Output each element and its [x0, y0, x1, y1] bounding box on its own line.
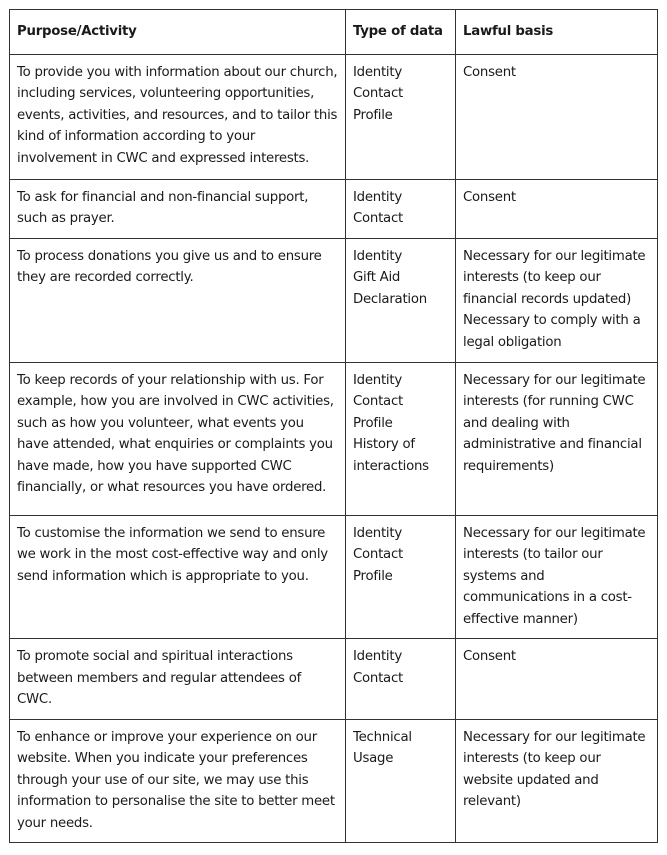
lawful-basis-item: Necessary for our legitimate interests (for running CWC and dealing with administrative and financial requirements) [463, 372, 646, 474]
data-type-item: Contact [353, 670, 403, 686]
table-row [10, 362, 658, 515]
lawful-basis-item: Necessary to comply with a legal obligation [463, 313, 641, 350]
data-type-item: Contact [353, 394, 403, 409]
data-type-cell [346, 515, 456, 639]
data-type-item: Identity [353, 649, 402, 664]
lawful-basis-table [9, 9, 658, 843]
purpose-cell: To keep records of your relationship with us. For example, how you are involved in CWC activities, such as how you volunteer, what events you have attended, what enquiries or complaints you have made, how you have supported CWC financially, or what resources you have ordered. [10, 362, 346, 515]
lawful-basis-item: Consent [463, 649, 516, 664]
data-type-item: Usage [353, 751, 394, 766]
lawful-basis-item: Necessary for our legitimate interests (to keep our financial records updated) [463, 248, 646, 307]
header-purpose: Purpose/Activity [10, 10, 346, 55]
data-type-cell [346, 179, 456, 238]
table-row [10, 719, 658, 843]
purpose-cell: To customise the information we send to ensure we work in the most cost-effective way and only send information which is appropriate to you. [10, 515, 346, 639]
lawful-basis-cell [456, 719, 658, 843]
data-type-item: Contact [353, 211, 403, 226]
purpose-cell: To provide you with information about our church, including services, volunteering opportunities, events, activities, and resources, and to tailor this kind of information according to your involvement in CWC and expressed interests. [10, 54, 346, 179]
table-row [10, 54, 658, 179]
lawful-basis-cell [456, 639, 658, 720]
data-type-cell [346, 719, 456, 843]
lawful-basis-cell [456, 515, 658, 639]
header-lawful-basis: Lawful basis [456, 10, 658, 55]
data-type-item: Technical [353, 729, 412, 745]
lawful-basis-cell [456, 54, 658, 179]
data-type-item: Profile [353, 107, 393, 123]
data-type-cell [346, 639, 456, 720]
lawful-basis-item: Consent [463, 189, 516, 205]
purpose-cell: To enhance or improve your experience on our website. When you indicate your preferences through your use of our site, we may use this information to personalise the site to better meet your needs. [10, 719, 346, 843]
purpose-cell: To promote social and spiritual interactions between members and regular attendees of CWC. [10, 639, 346, 720]
table-row [10, 639, 658, 720]
lawful-basis-cell [456, 238, 658, 362]
data-type-item: Identity [353, 248, 402, 264]
data-type-item: Contact [353, 547, 403, 562]
table-row [10, 238, 658, 362]
data-type-item: Identity [353, 372, 402, 388]
lawful-basis-item: Necessary for our legitimate interests (to tailor our systems and communications in a cost-effective manner) [463, 525, 646, 627]
table-header-row [10, 10, 658, 55]
lawful-basis-cell [456, 179, 658, 238]
data-type-item: Profile [353, 568, 393, 584]
data-type-item: Gift Aid Declaration [353, 270, 427, 307]
data-type-item: History of interactions [353, 437, 429, 474]
lawful-basis-item: Consent [463, 64, 516, 80]
header-type-of-data: Type of data [346, 10, 456, 55]
table-row [10, 515, 658, 639]
data-type-item: Identity [353, 64, 402, 80]
purpose-cell: To ask for financial and non-financial support, such as prayer. [10, 179, 346, 238]
purpose-cell: To process donations you give us and to ensure they are recorded correctly. [10, 238, 346, 362]
data-type-item: Identity [353, 525, 402, 541]
data-type-item: Profile [353, 415, 393, 431]
data-type-cell [346, 238, 456, 362]
data-type-cell [346, 54, 456, 179]
data-type-item: Contact [353, 86, 403, 101]
data-type-item: Identity [353, 189, 402, 205]
data-type-cell [346, 362, 456, 515]
lawful-basis-item: Necessary for our legitimate interests (to keep our website updated and relevant) [463, 729, 646, 809]
table-row [10, 179, 658, 238]
lawful-basis-cell [456, 362, 658, 515]
